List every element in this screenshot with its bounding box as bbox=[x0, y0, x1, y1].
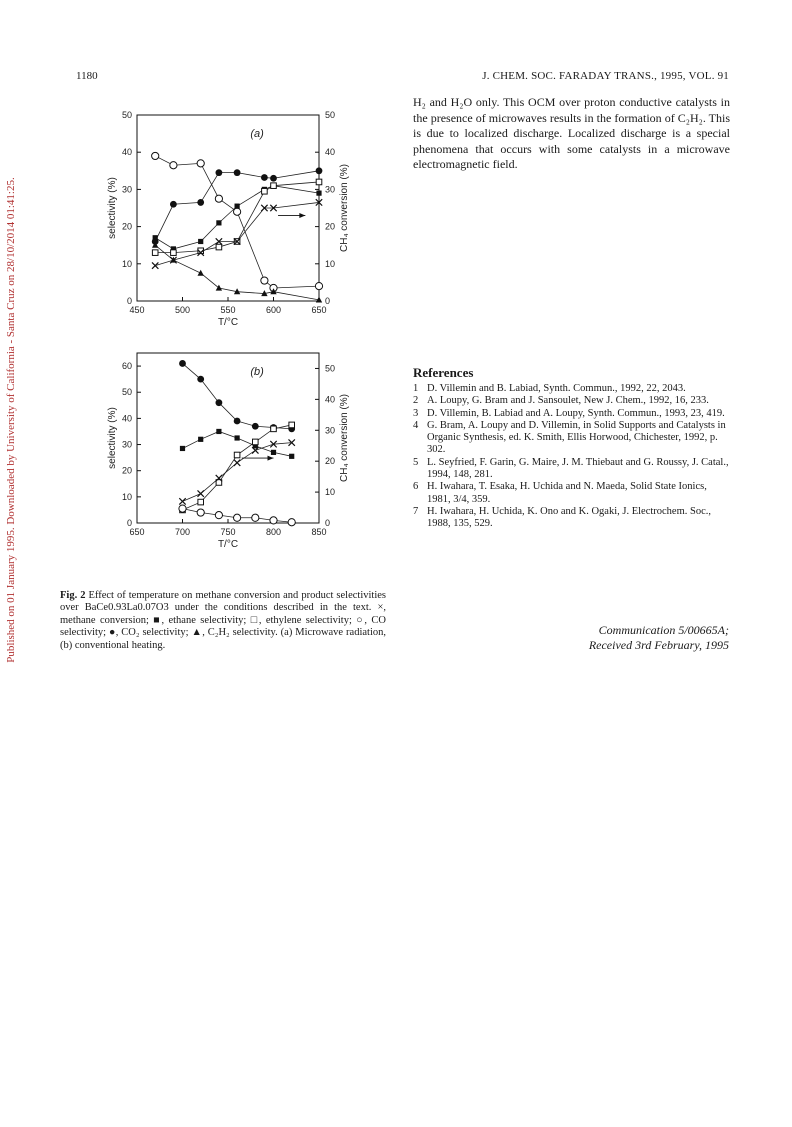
y-tick-label: 0 bbox=[126, 518, 132, 528]
data-point-open-circle bbox=[261, 277, 268, 284]
data-point-filled-square bbox=[271, 450, 276, 455]
y-tick-label: 60 bbox=[121, 361, 132, 372]
data-point-open-circle bbox=[197, 160, 204, 167]
data-point-open-circle bbox=[179, 505, 186, 512]
data-point-open-circle bbox=[252, 514, 259, 521]
chart-b bbox=[95, 348, 365, 588]
data-point-filled-square bbox=[198, 437, 203, 442]
y-tick-label: 40 bbox=[121, 413, 132, 424]
data-point-filled-square bbox=[180, 446, 185, 451]
data-point-filled-triangle bbox=[216, 285, 222, 291]
data-point-filled-square bbox=[235, 435, 240, 440]
reference-item bbox=[413, 383, 733, 395]
data-point-open-square bbox=[234, 452, 240, 458]
reference-text: L. Seyfried, F. Garin, G. Maire, J. M. Thiebaut and G. Roussy, J. Catal., 1994, 148, 281. bbox=[427, 456, 729, 481]
reference-item bbox=[413, 506, 733, 531]
x-tick-label: 500 bbox=[174, 305, 191, 315]
y-tick-label: 50 bbox=[121, 387, 132, 398]
reference-text: D. Villemin, B. Labiad and A. Loupy, Synth. Commun., 1993, 23, 419. bbox=[427, 407, 725, 419]
provenance-text: Published on 01 January 1995. Downloaded by University of California - Santa Cruz on 28/10/2014 01:41:25. bbox=[5, 177, 17, 663]
figure-label: Fig. 2 bbox=[60, 590, 86, 601]
plot-frame bbox=[137, 353, 319, 523]
data-point-filled-square bbox=[216, 220, 221, 225]
data-point-filled-circle bbox=[170, 201, 177, 208]
y2-tick-label: 0 bbox=[325, 296, 331, 306]
data-point-open-square bbox=[316, 179, 322, 185]
y2-tick-label: 0 bbox=[325, 518, 331, 528]
data-point-filled-circle bbox=[261, 174, 268, 181]
x-tick-label: 850 bbox=[311, 527, 327, 537]
x-axis-label: T/°C bbox=[217, 317, 239, 328]
figure-caption bbox=[60, 590, 386, 652]
data-point-cross bbox=[234, 460, 240, 466]
y2-tick-label: 10 bbox=[325, 258, 336, 269]
y2-tick-label: 30 bbox=[325, 184, 336, 195]
y-tick-label: 30 bbox=[121, 184, 132, 195]
data-point-filled-square bbox=[289, 454, 294, 459]
data-point-open-circle bbox=[270, 517, 277, 524]
x-tick-label: 700 bbox=[174, 527, 191, 537]
reference-text: D. Villemin and B. Labiad, Synth. Commun., 1992, 22, 2043. bbox=[427, 383, 686, 394]
x-tick-label: 600 bbox=[265, 305, 282, 315]
reference-item bbox=[413, 457, 733, 482]
reference-item bbox=[413, 408, 733, 420]
y-axis-label: selectivity (%) bbox=[107, 177, 118, 239]
x-tick-label: 550 bbox=[220, 305, 236, 315]
x-tick-label: 750 bbox=[220, 527, 236, 537]
data-point-open-circle bbox=[234, 208, 241, 215]
data-point-filled-square bbox=[216, 429, 221, 434]
data-point-filled-circle bbox=[197, 376, 204, 383]
references-list bbox=[413, 383, 733, 531]
data-point-open-circle bbox=[170, 162, 177, 169]
body-paragraph bbox=[413, 95, 730, 173]
y-tick-label: 50 bbox=[121, 110, 132, 120]
data-point-open-square bbox=[271, 183, 277, 189]
data-point-filled-circle bbox=[316, 167, 323, 174]
communication-note bbox=[589, 623, 729, 653]
y2-tick-label: 50 bbox=[325, 363, 336, 374]
y2-tick-label: 40 bbox=[325, 147, 336, 158]
y2-tick-label: 30 bbox=[325, 425, 336, 436]
data-point-filled-circle bbox=[270, 175, 277, 182]
reference-number: 5 bbox=[413, 456, 419, 468]
data-point-open-circle bbox=[315, 283, 322, 290]
x-tick-label: 450 bbox=[129, 305, 145, 315]
data-point-filled-square bbox=[235, 204, 240, 209]
x-axis-label: T/°C bbox=[217, 539, 239, 550]
provenance-sidebar bbox=[2, 140, 20, 700]
y2-tick-label: 50 bbox=[325, 110, 336, 120]
reference-number: 7 bbox=[413, 505, 419, 517]
data-point-open-square bbox=[198, 499, 204, 505]
y2-tick-label: 40 bbox=[325, 394, 336, 405]
data-point-cross bbox=[179, 498, 185, 504]
y2-tick-label: 10 bbox=[325, 487, 336, 498]
y-tick-label: 0 bbox=[126, 296, 132, 306]
communication-id: Communication 5/00665A; bbox=[598, 623, 729, 637]
plot-frame bbox=[137, 115, 319, 301]
x-tick-label: 650 bbox=[311, 305, 327, 315]
panel-label: (b) bbox=[250, 366, 264, 378]
body-text-p1: H₂ and H₂O only. This OCM over proton conductive catalysts in the presence of microwaves results in the formation of C₂H₂. This is due to localized discharge. Localized discharge is a special phenomena that occurs with some catalysts in a microwave electromagnetic field. bbox=[413, 95, 730, 171]
reference-number: 1 bbox=[413, 383, 419, 394]
data-point-cross bbox=[152, 262, 158, 268]
data-point-filled-circle bbox=[234, 169, 241, 176]
reference-number: 6 bbox=[413, 481, 419, 493]
data-point-open-circle bbox=[215, 512, 222, 519]
y-tick-label: 10 bbox=[121, 258, 132, 269]
data-point-filled-circle bbox=[234, 418, 241, 425]
data-point-filled-square bbox=[198, 239, 203, 244]
data-point-open-circle bbox=[152, 152, 159, 159]
reference-text: H. Iwahara, T. Esaka, H. Uchida and N. Maeda, Solid State Ionics, 1981, 3/4, 359. bbox=[427, 481, 707, 505]
x-tick-label: 800 bbox=[265, 527, 282, 537]
reference-number: 2 bbox=[413, 395, 419, 407]
y-tick-label: 10 bbox=[121, 491, 132, 502]
right-axis-arrowhead bbox=[268, 456, 274, 461]
y-tick-label: 30 bbox=[121, 439, 132, 450]
reference-text: H. Iwahara, H. Uchida, K. Ono and K. Ogaki, J. Electrochem. Soc., 1988, 135, 529. bbox=[427, 505, 712, 530]
data-point-filled-circle bbox=[216, 399, 223, 406]
data-point-open-square bbox=[216, 244, 222, 250]
y-tick-label: 20 bbox=[121, 221, 132, 232]
data-point-cross bbox=[198, 490, 204, 496]
y-tick-label: 20 bbox=[121, 465, 132, 476]
reference-item bbox=[413, 395, 733, 407]
received-date: Received 3rd February, 1995 bbox=[588, 638, 729, 652]
page-number: 1180 bbox=[76, 70, 98, 82]
data-point-open-circle bbox=[197, 509, 204, 516]
data-point-open-square bbox=[262, 188, 268, 194]
y2-tick-label: 20 bbox=[325, 456, 336, 467]
data-point-open-square bbox=[271, 426, 277, 432]
data-point-filled-circle bbox=[179, 360, 186, 367]
running-head: J. CHEM. SOC. FARADAY TRANS., 1995, VOL. 91 bbox=[482, 70, 729, 82]
data-point-filled-square bbox=[316, 191, 321, 196]
y2-axis-label: CH₄ conversion (%) bbox=[339, 164, 350, 252]
y2-axis-label: CH₄ conversion (%) bbox=[339, 394, 350, 482]
y-axis-label: selectivity (%) bbox=[107, 407, 118, 469]
data-point-filled-circle bbox=[252, 423, 259, 430]
reference-number: 4 bbox=[413, 419, 419, 431]
reference-number: 3 bbox=[413, 407, 419, 419]
data-point-filled-circle bbox=[197, 199, 204, 206]
reference-item bbox=[413, 481, 733, 506]
y-tick-label: 40 bbox=[121, 147, 132, 158]
data-point-filled-circle bbox=[216, 169, 223, 176]
data-point-open-square bbox=[171, 250, 177, 256]
figure-caption-text: Effect of temperature on methane conversion and product selectivities over BaCe0.93La0.07O3 under the conditions described in the text. ×, methane conversion; ■, ethane selectivity; □, ethylene selectivity; ○, CO selectivity; ●, CO₂ selectivity; ▲, C₂H₂ selectivity. (a) Microwave radiation, (b) conventional heating. bbox=[60, 590, 386, 651]
data-point-filled-square bbox=[153, 235, 158, 240]
data-point-open-square bbox=[289, 422, 295, 428]
reference-text: A. Loupy, G. Bram and J. Sansoulet, New J. Chem., 1992, 16, 233. bbox=[427, 395, 709, 407]
right-axis-arrowhead bbox=[299, 213, 305, 218]
x-tick-label: 650 bbox=[129, 527, 145, 537]
data-point-open-circle bbox=[288, 519, 295, 526]
data-point-open-square bbox=[152, 250, 158, 256]
data-point-filled-triangle bbox=[198, 270, 204, 276]
data-point-open-square bbox=[253, 439, 259, 445]
data-point-open-circle bbox=[215, 195, 222, 202]
panel-label: (a) bbox=[250, 128, 264, 140]
chart-a bbox=[95, 100, 365, 345]
reference-text: G. Bram, A. Loupy and D. Villemin, in Solid Supports and Catalysts in Organic Synthesis, ed. K. Smith, Ellis Horwood, Chichester, 1992, p. 302. bbox=[427, 419, 726, 456]
reference-item bbox=[413, 420, 733, 457]
references-title: References bbox=[413, 365, 474, 380]
y2-tick-label: 20 bbox=[325, 221, 336, 232]
data-point-open-circle bbox=[234, 514, 241, 521]
